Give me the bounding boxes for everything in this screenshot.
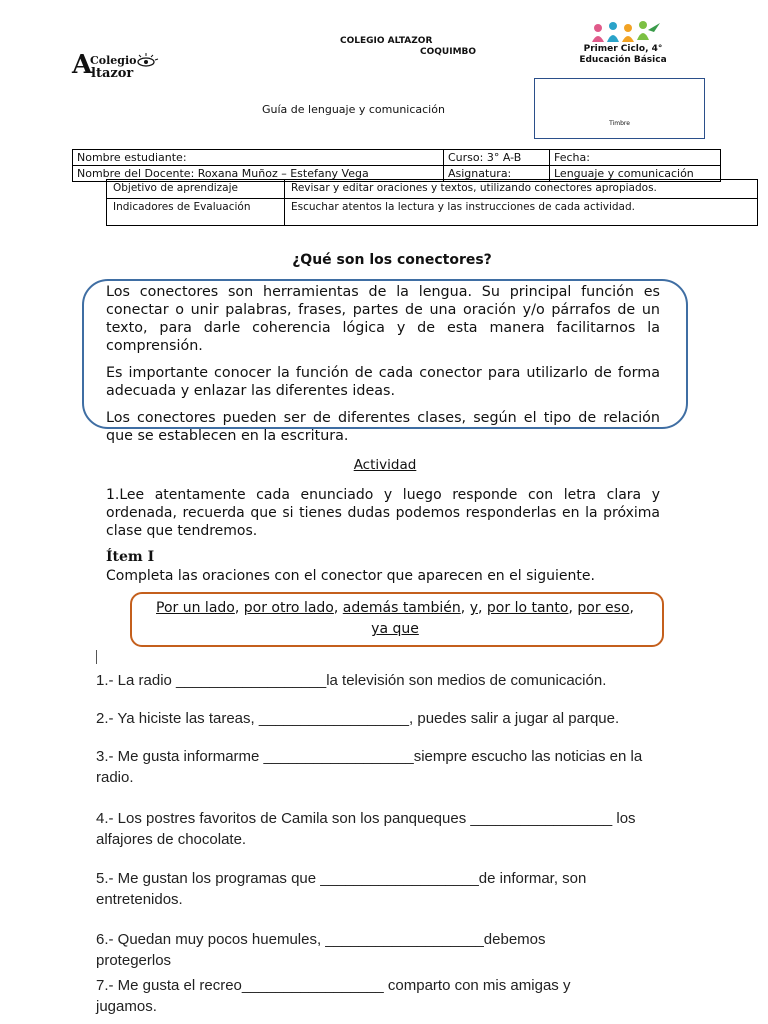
text-cursor [96, 650, 97, 664]
stamp-label: Timbre [609, 120, 630, 127]
activity-instruction: 1.Lee atentamente cada enunciado y luego responde con letra clara y ordenada, recuerda que si tienes dudas podemos responderlas en la próxima clase que tendremos. [106, 487, 660, 539]
indicator-label: Indicadores de Evaluación [107, 199, 285, 226]
question-3: 3.- Me gusta informarme __________________siempre escucho las noticias en la radio. [96, 748, 643, 786]
student-info-table [72, 149, 721, 182]
logo-big-letter: A [72, 50, 93, 80]
intro-text [106, 283, 660, 454]
children-logo-icon [588, 20, 662, 46]
connector-word: por eso [577, 600, 630, 616]
question-5: 5.- Me gustan los programas que ___________________de informar, son entretenidos. [96, 870, 587, 908]
eye-logo-icon [134, 52, 160, 70]
connector-list: Por un lado, por otro lado, además también, y, por lo tanto, por eso, ya que [156, 600, 634, 637]
school-city: COQUIMBO [420, 47, 477, 57]
item-title: Ítem I [106, 549, 155, 565]
cycle-line-2: Educación Básica [579, 55, 667, 65]
teacher-cell: Nombre del Docente: Roxana Muñoz – Estefany Vega [73, 166, 444, 182]
connector-word: ya que [371, 621, 419, 637]
logo-word-altazor: ltazor [91, 66, 134, 81]
objective-row [107, 180, 758, 199]
connector-word: además también [342, 600, 461, 616]
intro-paragraph-3: Los conectores pueden ser de diferentes clases, según el tipo de relación que se establecen en la escritura. [106, 410, 660, 444]
student-name-cell: Nombre estudiante: [73, 150, 444, 166]
connector-word: Por un lado [156, 600, 235, 616]
logo-word-colegio: Colegio [90, 54, 137, 67]
indicator-text: Escuchar atentos la lectura y las instrucciones de cada actividad. [285, 199, 758, 226]
subject-value-cell: Lenguaje y comunicación [550, 166, 721, 182]
school-logo [72, 50, 172, 84]
guide-title: Guía de lenguaje y comunicación [262, 103, 445, 116]
indicator-row [107, 199, 758, 226]
intro-paragraph-1: Los conectores son herramientas de la lengua. Su principal función es conectar o unir palabras, frases, partes de una oración y/o párrafos de un texto, para darle coherencia lógica y de esta manera facilitarnos la comprensión. [106, 284, 660, 354]
info-row-1 [73, 150, 721, 166]
course-cell: Curso: 3° A-B [444, 150, 550, 166]
cycle-line-1: Primer Ciclo, 4° [583, 44, 663, 54]
section-heading: ¿Qué son los conectores? [292, 252, 492, 268]
question-6: 6.- Quedan muy pocos huemules, ___________________debemos protegerlos [96, 931, 546, 969]
objectives-table [106, 179, 758, 226]
question-2: 2.- Ya hiciste las tareas, __________________, puedes salir a jugar al parque. [96, 710, 620, 727]
question-4: 4.- Los postres favoritos de Camila son los panqueques _________________ los alfajores de chocolate. [96, 810, 636, 848]
question-7: 7.- Me gusta el recreo_________________ comparto con mis amigas y jugamos. [96, 977, 571, 1015]
activity-title: Actividad [353, 457, 417, 473]
date-cell: Fecha: [550, 150, 721, 166]
school-name: COLEGIO ALTAZOR [340, 36, 433, 46]
objective-text: Revisar y editar oraciones y textos, utilizando conectores apropiados. [285, 180, 758, 199]
question-1: 1.- La radio __________________la televisión son medios de comunicación. [96, 672, 607, 689]
subject-label-cell: Asignatura: [444, 166, 550, 182]
intro-paragraph-2: Es importante conocer la función de cada conector para utilizarlo de forma adecuada y enlazar las diferentes ideas. [106, 365, 660, 399]
connector-word: por otro lado [243, 600, 334, 616]
connector-word: y [469, 600, 478, 616]
stamp-box [534, 78, 705, 139]
item-instruction: Completa las oraciones con el conector que aparecen en el siguiente. [106, 568, 595, 584]
connector-word: por lo tanto [486, 600, 569, 616]
objective-label: Objetivo de aprendizaje [107, 180, 285, 199]
cycle-label [577, 44, 669, 66]
